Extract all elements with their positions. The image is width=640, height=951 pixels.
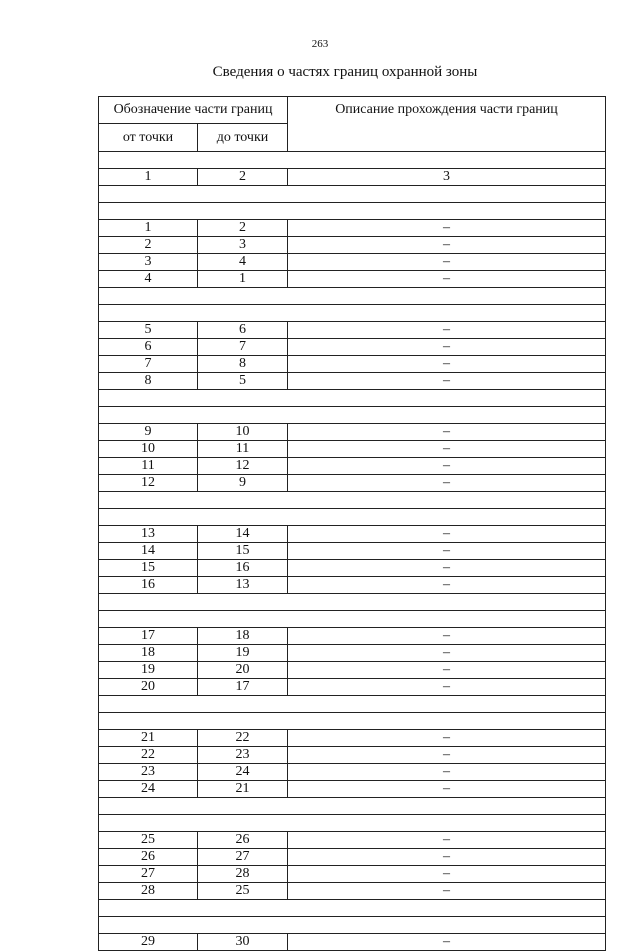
to-point-cell: 19 bbox=[198, 645, 288, 662]
description-cell: – bbox=[288, 543, 606, 560]
from-point-cell: 6 bbox=[99, 339, 198, 356]
from-point-cell: 20 bbox=[99, 679, 198, 696]
from-point-cell: 3 bbox=[99, 254, 198, 271]
description-cell: – bbox=[288, 322, 606, 339]
header-to-point: до точки bbox=[198, 124, 288, 152]
group-separator-row bbox=[99, 186, 606, 203]
description-cell: – bbox=[288, 832, 606, 849]
from-point-cell: 22 bbox=[99, 747, 198, 764]
header-description: Описание прохождения части границ bbox=[288, 97, 606, 152]
gap-cell bbox=[99, 152, 606, 169]
table-row bbox=[99, 526, 606, 543]
header-row-group bbox=[99, 97, 606, 124]
table-row bbox=[99, 254, 606, 271]
to-point-cell: 30 bbox=[198, 934, 288, 951]
group-gap bbox=[99, 203, 606, 220]
to-point-cell: 20 bbox=[198, 662, 288, 679]
from-point-cell: 16 bbox=[99, 577, 198, 594]
description-cell: – bbox=[288, 237, 606, 254]
from-point-cell: 23 bbox=[99, 764, 198, 781]
to-point-cell: 15 bbox=[198, 543, 288, 560]
to-point-cell: 11 bbox=[198, 441, 288, 458]
table-row bbox=[99, 577, 606, 594]
table-row bbox=[99, 458, 606, 475]
to-point-cell: 5 bbox=[198, 373, 288, 390]
description-cell: – bbox=[288, 747, 606, 764]
group-separator-cell bbox=[99, 900, 606, 917]
table-row bbox=[99, 424, 606, 441]
from-point-cell: 5 bbox=[99, 322, 198, 339]
to-point-cell: 22 bbox=[198, 730, 288, 747]
to-point-cell: 1 bbox=[198, 271, 288, 288]
table-row bbox=[99, 645, 606, 662]
table-body bbox=[99, 97, 606, 951]
from-point-cell: 21 bbox=[99, 730, 198, 747]
table-row bbox=[99, 271, 606, 288]
group-separator-row bbox=[99, 696, 606, 713]
description-cell: – bbox=[288, 730, 606, 747]
table-row bbox=[99, 747, 606, 764]
table-row bbox=[99, 560, 606, 577]
to-point-cell: 18 bbox=[198, 628, 288, 645]
table-row bbox=[99, 662, 606, 679]
description-cell: – bbox=[288, 679, 606, 696]
description-cell: – bbox=[288, 356, 606, 373]
from-point-cell: 26 bbox=[99, 849, 198, 866]
to-point-cell: 25 bbox=[198, 883, 288, 900]
table-row bbox=[99, 832, 606, 849]
group-separator-row bbox=[99, 492, 606, 509]
table-row bbox=[99, 730, 606, 747]
group-gap bbox=[99, 815, 606, 832]
to-point-cell: 6 bbox=[198, 322, 288, 339]
table-row bbox=[99, 543, 606, 560]
table-row bbox=[99, 373, 606, 390]
to-point-cell: 27 bbox=[198, 849, 288, 866]
table-row bbox=[99, 441, 606, 458]
gap-cell bbox=[99, 305, 606, 322]
from-point-cell: 4 bbox=[99, 271, 198, 288]
description-cell: – bbox=[288, 764, 606, 781]
description-cell: – bbox=[288, 441, 606, 458]
page-number: 263 bbox=[311, 38, 329, 50]
group-gap bbox=[99, 407, 606, 424]
group-separator-row bbox=[99, 288, 606, 305]
to-point-cell: 23 bbox=[198, 747, 288, 764]
group-gap bbox=[99, 917, 606, 934]
table-row bbox=[99, 781, 606, 798]
description-cell: – bbox=[288, 781, 606, 798]
from-point-cell: 29 bbox=[99, 934, 198, 951]
group-separator-cell bbox=[99, 594, 606, 611]
boundary-parts-table bbox=[98, 96, 606, 951]
to-point-cell: 9 bbox=[198, 475, 288, 492]
from-point-cell: 12 bbox=[99, 475, 198, 492]
gap-cell bbox=[99, 203, 606, 220]
document-title: Сведения о частях границ охранной зоны bbox=[212, 64, 478, 80]
from-point-cell: 7 bbox=[99, 356, 198, 373]
description-cell: – bbox=[288, 271, 606, 288]
description-cell: – bbox=[288, 866, 606, 883]
to-point-cell: 13 bbox=[198, 577, 288, 594]
table-row bbox=[99, 220, 606, 237]
column-number-cell: 1 bbox=[99, 169, 198, 186]
from-point-cell: 17 bbox=[99, 628, 198, 645]
to-point-cell: 10 bbox=[198, 424, 288, 441]
table-row bbox=[99, 237, 606, 254]
description-cell: – bbox=[288, 560, 606, 577]
gap-cell bbox=[99, 815, 606, 832]
to-point-cell: 26 bbox=[198, 832, 288, 849]
group-gap bbox=[99, 611, 606, 628]
table-row bbox=[99, 883, 606, 900]
group-gap bbox=[99, 713, 606, 730]
from-point-cell: 9 bbox=[99, 424, 198, 441]
group-separator-cell bbox=[99, 186, 606, 203]
group-separator-cell bbox=[99, 492, 606, 509]
gap-cell bbox=[99, 917, 606, 934]
from-point-cell: 11 bbox=[99, 458, 198, 475]
from-point-cell: 1 bbox=[99, 220, 198, 237]
header-boundary-designation: Обозначение части границ bbox=[99, 97, 288, 124]
description-cell: – bbox=[288, 662, 606, 679]
group-separator-cell bbox=[99, 390, 606, 407]
header-gap bbox=[99, 152, 606, 169]
from-point-cell: 8 bbox=[99, 373, 198, 390]
to-point-cell: 4 bbox=[198, 254, 288, 271]
gap-cell bbox=[99, 407, 606, 424]
group-separator-row bbox=[99, 798, 606, 815]
to-point-cell: 28 bbox=[198, 866, 288, 883]
group-separator-cell bbox=[99, 798, 606, 815]
to-point-cell: 8 bbox=[198, 356, 288, 373]
table-row bbox=[99, 475, 606, 492]
description-cell: – bbox=[288, 849, 606, 866]
to-point-cell: 7 bbox=[198, 339, 288, 356]
table-row bbox=[99, 356, 606, 373]
from-point-cell: 19 bbox=[99, 662, 198, 679]
to-point-cell: 17 bbox=[198, 679, 288, 696]
group-separator-cell bbox=[99, 696, 606, 713]
to-point-cell: 3 bbox=[198, 237, 288, 254]
table-row bbox=[99, 764, 606, 781]
from-point-cell: 14 bbox=[99, 543, 198, 560]
table-row bbox=[99, 679, 606, 696]
from-point-cell: 13 bbox=[99, 526, 198, 543]
description-cell: – bbox=[288, 458, 606, 475]
from-point-cell: 28 bbox=[99, 883, 198, 900]
description-cell: – bbox=[288, 577, 606, 594]
group-separator-row bbox=[99, 900, 606, 917]
table-row bbox=[99, 849, 606, 866]
table-row bbox=[99, 339, 606, 356]
group-gap bbox=[99, 305, 606, 322]
description-cell: – bbox=[288, 254, 606, 271]
description-cell: – bbox=[288, 339, 606, 356]
description-cell: – bbox=[288, 526, 606, 543]
from-point-cell: 10 bbox=[99, 441, 198, 458]
description-cell: – bbox=[288, 220, 606, 237]
from-point-cell: 15 bbox=[99, 560, 198, 577]
to-point-cell: 2 bbox=[198, 220, 288, 237]
from-point-cell: 25 bbox=[99, 832, 198, 849]
from-point-cell: 18 bbox=[99, 645, 198, 662]
to-point-cell: 21 bbox=[198, 781, 288, 798]
header-from-point: от точки bbox=[99, 124, 198, 152]
table-row bbox=[99, 866, 606, 883]
description-cell: – bbox=[288, 883, 606, 900]
gap-cell bbox=[99, 509, 606, 526]
to-point-cell: 16 bbox=[198, 560, 288, 577]
to-point-cell: 24 bbox=[198, 764, 288, 781]
table-row bbox=[99, 934, 606, 951]
to-point-cell: 14 bbox=[198, 526, 288, 543]
from-point-cell: 2 bbox=[99, 237, 198, 254]
description-cell: – bbox=[288, 645, 606, 662]
from-point-cell: 24 bbox=[99, 781, 198, 798]
description-cell: – bbox=[288, 934, 606, 951]
group-separator-cell bbox=[99, 288, 606, 305]
column-number-cell: 2 bbox=[198, 169, 288, 186]
column-number-row bbox=[99, 169, 606, 186]
description-cell: – bbox=[288, 475, 606, 492]
description-cell: – bbox=[288, 373, 606, 390]
group-separator-row bbox=[99, 594, 606, 611]
description-cell: – bbox=[288, 628, 606, 645]
table-row bbox=[99, 628, 606, 645]
group-separator-row bbox=[99, 390, 606, 407]
group-gap bbox=[99, 509, 606, 526]
gap-cell bbox=[99, 611, 606, 628]
description-cell: – bbox=[288, 424, 606, 441]
from-point-cell: 27 bbox=[99, 866, 198, 883]
column-number-cell: 3 bbox=[288, 169, 606, 186]
table-row bbox=[99, 322, 606, 339]
gap-cell bbox=[99, 713, 606, 730]
to-point-cell: 12 bbox=[198, 458, 288, 475]
